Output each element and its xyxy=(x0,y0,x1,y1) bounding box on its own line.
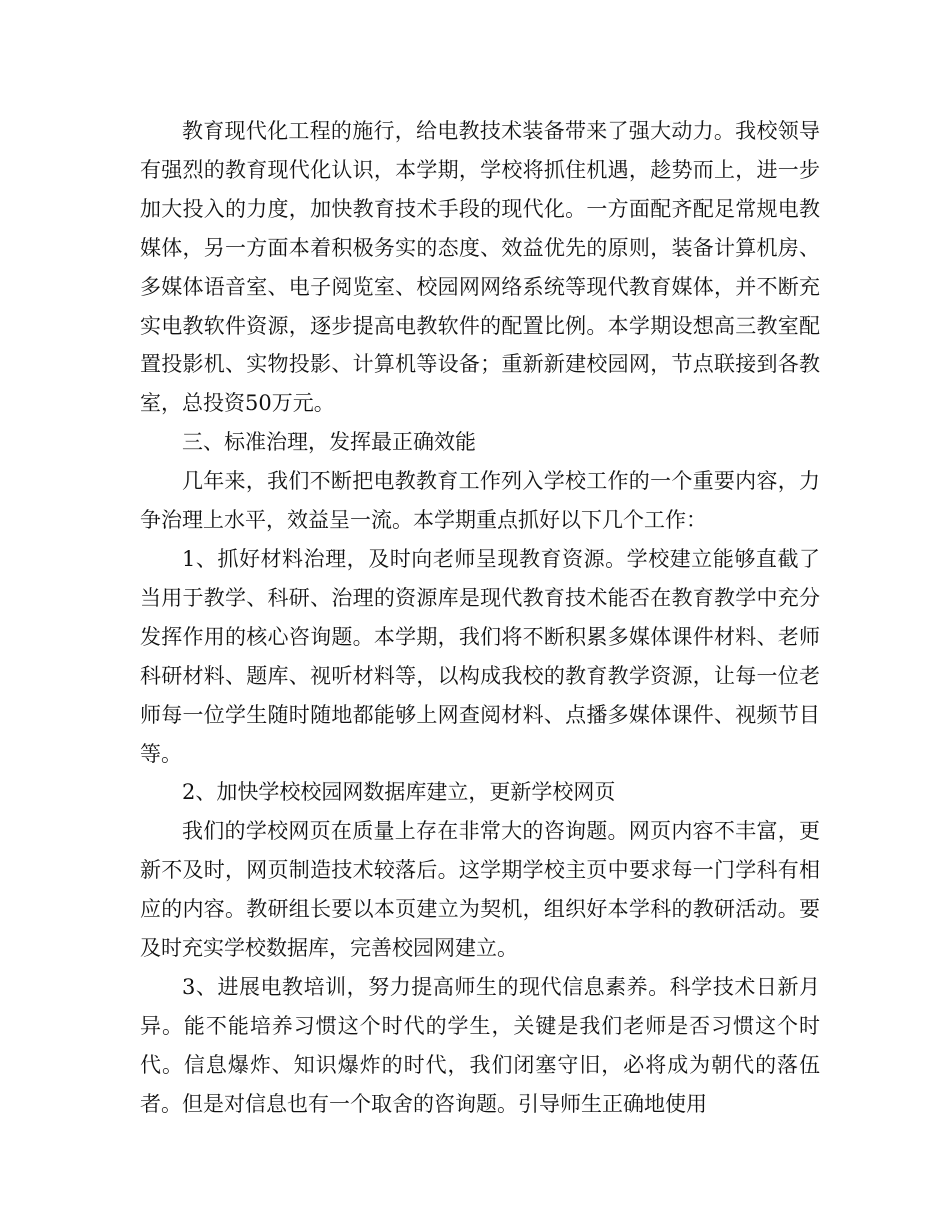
paragraph-item-2-heading: 2、加快学校校园网数据库建立，更新学校网页 xyxy=(182,780,616,805)
document-page xyxy=(140,112,820,1124)
paragraph-item-1-materials: 1、抓好材料治理，及时向老师呈现教育资源。学校建立能够直截了当用于教学、科研、治理的资源库是现代教育技术能否在教育教学中充分发挥作用的核心咨询题。本学期，我们将不断积累多媒体课件材料、老师科研材料、题库、视听材料等，以构成我校的教育教学资源，让每一位老师每一位学生随时随地都能够上网查阅材料、点播多媒体课件、视频节目等。 xyxy=(140,546,820,766)
section-heading-management: 三、标准治理，发挥最正确效能 xyxy=(182,430,476,455)
paragraph-website: 我们的学校网页在质量上存在非常大的咨询题。网页内容不丰富，更新不及时，网页制造技术较落后。这学期学校主页中要求每一门学科有相应的内容。教研组长要以本页建立为契机，组织好本学科的教研活动。要及时充实学校数据库，完善校园网建立。 xyxy=(140,819,820,961)
paragraph-management-intro: 几年来，我们不断把电教教育工作列入学校工作的一个重要内容，力争治理上水平，效益呈一流。本学期重点抓好以下几个工作： xyxy=(140,469,820,533)
paragraph-item-3-training: 3、进展电教培训，努力提高师生的现代信息素养。科学技术日新月异。能不能培养习惯这个时代的学生，关键是我们老师是否习惯这个时代。信息爆炸、知识爆炸的时代，我们闭塞守旧，必将成为朝代的落伍者。但是对信息也有一个取舍的咨询题。引导师生正确地使用 xyxy=(140,974,820,1116)
paragraph-equipment: 教育现代化工程的施行，给电教技术装备带来了强大动力。我校领导有强烈的教育现代化认识，本学期，学校将抓住机遇，趁势而上，进一步加大投入的力度，加快教育技术手段的现代化。一方面配齐配足常规电教媒体，另一方面本着积极务实的态度、效益优先的原则，装备计算机房、多媒体语音室、电子阅览室、校园网网络系统等现代教育媒体，并不断充实电教软件资源，逐步提高电教软件的配置比例。本学期设想高三教室配置投影机、实物投影、计算机等设备；重新新建校园网，节点联接到各教室，总投资50万元。 xyxy=(140,119,820,416)
